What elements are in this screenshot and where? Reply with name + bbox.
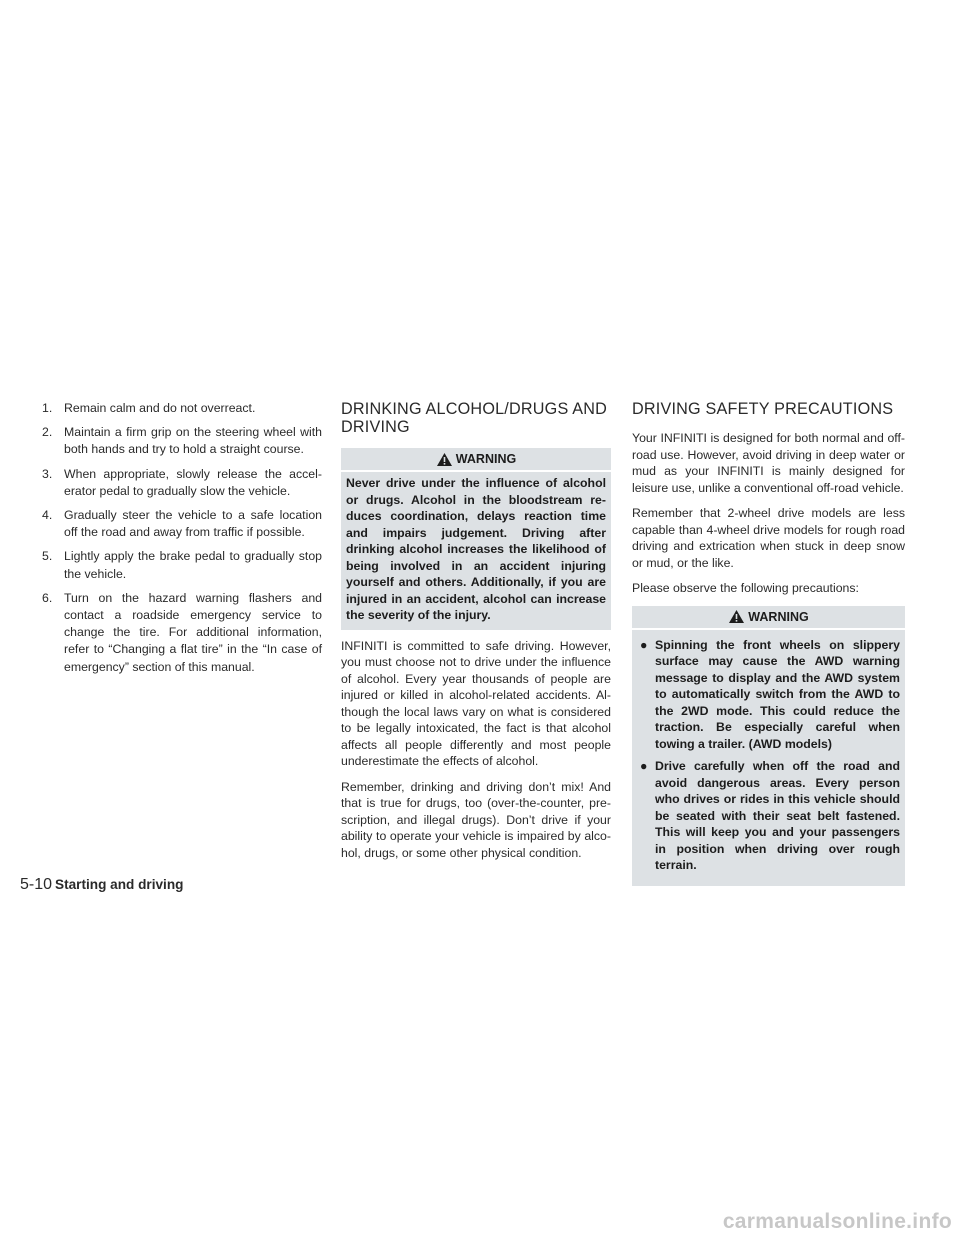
column-3	[632, 400, 905, 894]
list-item: 1. Remain calm and do not overreact.	[42, 401, 256, 415]
list-item: 4. Gradually steer the vehicle to a safe location off the road and away from traffic if possible.	[42, 508, 322, 540]
warning-header	[632, 606, 905, 630]
bullet-icon: ●	[640, 637, 648, 652]
list-item: 3. When appropriate, slowly release the accelerator pedal to gradually slow the vehicle.	[42, 466, 322, 498]
warning-title: WARNING	[748, 609, 809, 624]
warning-list	[632, 633, 905, 874]
warning-header	[341, 448, 611, 472]
list-item: ● Spinning the front wheels on slippery surface may cause the AWD warning message to display and the AWD system to automatically switch from the AWD to the 2WD mode. This could reduce the traction. Be especially careful when towing a trailer. (AWD models)	[640, 637, 900, 751]
paragraph: Your INFINITI is designed for both normal and off-road use. However, avoid driving in deep water or mud as your INFINITI is mainly designed for leisure use, unlike a conventional off-road vehicle.	[632, 431, 905, 495]
section-title: Starting and driving	[55, 877, 184, 892]
page-footer	[20, 876, 183, 894]
watermark: carmanualsonline.info	[722, 1210, 952, 1233]
warning-box	[341, 448, 611, 630]
warning-text: Never drive under the influence of alcohol or drugs. Alcohol in the bloodstream reduces coordination, delays reaction time and impairs judgement. Driving after drinking alcohol increases the likelihood of being involved in an accident injuring yourself and others. Additionally, if you are injured in an accident, alcohol can increase the severity of the injury.	[346, 476, 606, 622]
section-heading-alcohol-drugs: DRINKING ALCOHOL/DRUGS AND DRIVING	[341, 400, 608, 436]
paragraph: Remember, drinking and driving don’t mix! And that is true for drugs, too (over-the-counter, prescription, and illegal drugs). Don’t drive if your ability to operate your vehicle is impaired by alcohol, drugs, or some other physical condition.	[341, 779, 611, 860]
bullet-icon: ●	[640, 759, 648, 773]
warning-triangle-icon	[728, 609, 745, 624]
list-item: 5. Lightly apply the brake pedal to gradually stop the vehicle.	[42, 549, 322, 581]
page-number: 5-10	[20, 876, 53, 893]
emergency-steps-list	[20, 400, 322, 676]
paragraph: Please observe the following precautions:	[632, 581, 859, 595]
column-2	[341, 400, 611, 870]
warning-box	[632, 606, 905, 886]
list-item: 2. Maintain a firm grip on the steering wheel with both hands and try to hold a straight course.	[42, 425, 322, 457]
column-1	[20, 400, 322, 683]
section-heading-safety-precautions: DRIVING SAFETY PRECAUTIONS	[632, 400, 894, 418]
warning-triangle-icon	[436, 452, 453, 467]
list-item: 6. Turn on the hazard warning flashers and contact a roadside emergency service to change the tire. For additional information, refer to “Changing a flat tire” in the “In case of emergency” section of this manual.	[42, 590, 322, 674]
list-item: ● Drive carefully when off the road and avoid dangerous areas. Every person who drives or rides in this vehicle should be seated with their seat belt fastened. This will keep you and your passengers in position when driving over rough terrain.	[640, 759, 900, 872]
paragraph: Remember that 2-wheel drive models are less capable than 4-wheel drive models for rough road driving and extrication when stuck in deep snow or mud, or the like.	[632, 506, 905, 570]
warning-title: WARNING	[455, 452, 517, 466]
paragraph: INFINITI is committed to safe driving. However, you must choose not to drive under the influence of alcohol. Every year thousands of people are injured or killed in alcohol-related accidents. Although the local laws vary on what is considered to be legally intoxicated, the fact is that alcohol affects all people differently and most people underestimate the effects of alcohol.	[341, 638, 611, 768]
